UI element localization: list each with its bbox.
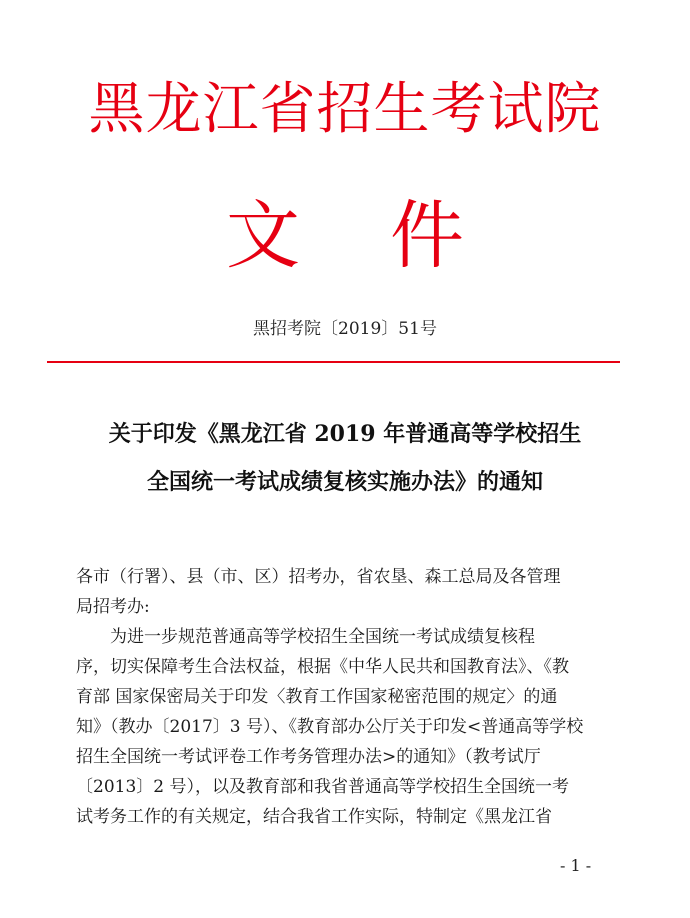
- body-line: 各市（行署）、县（市、区）招考办，省农垦、森工总局及各管理: [76, 567, 561, 587]
- body-line: 为进一步规范普通高等学校招生全国统一考试成绩复核程: [76, 627, 535, 647]
- body-line: 〔2013〕2 号），以及教育部和我省普通高等学校招生全国统一考: [76, 777, 569, 797]
- issuing-organization-title: 黑龙江省招生考试院: [88, 77, 602, 142]
- notice-title-line-2: 全国统一考试成绩复核实施办法》的通知: [146, 469, 543, 495]
- body-line: 招生全国统一考试评卷工作考务管理办法>的通知》（教考试厅: [76, 747, 541, 767]
- page-number: - 1 -: [560, 856, 592, 875]
- body-line: 知》（教办〔2017〕3 号）、《教育部办公厅关于印发<普通高等学校: [76, 717, 584, 737]
- notice-title-line-1: 关于印发《黑龙江省 2019 年普通高等学校招生: [108, 421, 582, 447]
- body-line: 育部 国家保密局关于印发〈教育工作国家秘密范围的规定〉的通: [76, 687, 558, 707]
- body-line: 序，切实保障考生合法权益，根据《中华人民共和国教育法》、《教: [76, 657, 569, 677]
- document-number: 黑招考院〔2019〕51号: [253, 319, 437, 339]
- body-line: 试考务工作的有关规定，结合我省工作实际，特制定《黑龙江省: [76, 807, 552, 827]
- red-divider-line: [47, 361, 620, 363]
- document-label: 文件: [226, 193, 554, 279]
- body-line: 局招考办:: [76, 597, 150, 617]
